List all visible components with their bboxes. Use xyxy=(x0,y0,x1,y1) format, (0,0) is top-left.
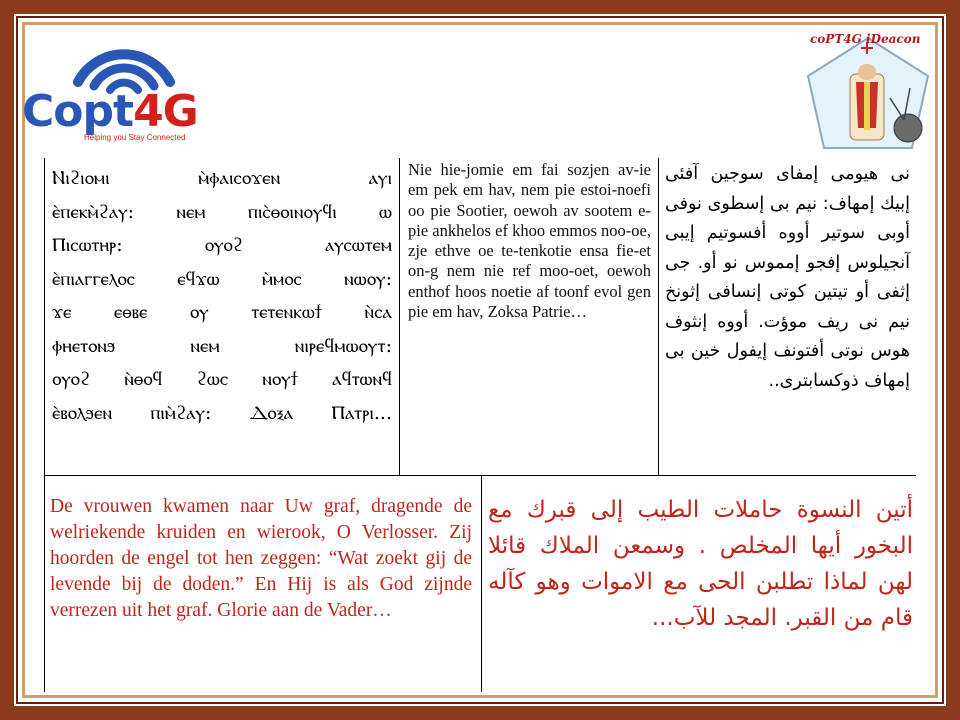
column-divider-2 xyxy=(658,158,659,476)
brand-main: Copt xyxy=(22,86,134,137)
coptic-line: Ⲡⲓⲥⲱⲧⲏⲣ: ⲟⲩⲟϩ ⲁⲩⲥⲱⲧⲉⲙ xyxy=(52,234,392,256)
row-divider xyxy=(44,475,916,476)
wifi-icon xyxy=(64,34,184,94)
coptic-line: ⲉ̀ⲡⲉⲕⲙ̀ϩⲁⲩ: ⲛⲉⲙ ⲡⲓⲥ̀ⲑⲟⲓⲛⲟⲩϥⲓ ⲱ xyxy=(52,200,392,223)
ideacon-title: coPT4G iDeacon xyxy=(810,32,921,46)
brand-tagline: Helping you Stay Connected xyxy=(84,133,186,142)
coptic-text xyxy=(52,162,392,430)
transliteration-text: Nie hie-jomie em fai sozjen av-ie em pek em hav, nem pie estoi-noefi oo pie Sootier, oewoh av sootem e-pie ankhelos ef khoo emmos noo-oe, zje ethve oe te-tenkotie ensa fie-et on-g nem nie ref moo-oet, oewoh enthof hoos noetie af toonf evol gen pie em hav, Zoksa Patrie… xyxy=(408,160,651,322)
coptic-line: ⲫⲏⲉⲧⲟⲛϧ ⲛⲉⲙ ⲛⲓⲣⲉϥⲙⲱⲟⲩⲧ: xyxy=(52,334,392,357)
copt4g-logo xyxy=(22,34,212,144)
arabic-translation-text: أتين النسوة حاملات الطيب إلى قبرك مع البخور أيها المخلص . وسمعن الملاك قائلا لهن لماذا تطلبن الحى مع الاموات وهو كآله قام من القبر. المجد للآب... xyxy=(488,497,913,631)
coptic-line: ϫⲉ ⲉⲑⲃⲉ ⲟⲩ ⲧⲉⲧⲉⲛⲕⲱϯ ⲛ̀ⲥⲁ xyxy=(52,301,392,323)
column-divider-bottom xyxy=(481,476,482,692)
copt4g-wordmark xyxy=(22,86,198,137)
table-border-left xyxy=(44,158,45,692)
arabic-transliteration-text: نى هيومى إمفاى سوجين آفئى إبيك إمهاف: نيم بى إسطوى نوفى أوبى سوتير أووه أفسوتيم إيبى آنجيلوس إفجو إمموس نو أو. جى إثفى أو تيتين كوتى إنسافى إثونخ نيم نى ريف موؤت. أووه إنثوف هوس نوتى أفتونف إيفول خين بى إمهاف ذوكسابترى.. xyxy=(665,164,910,391)
dutch-translation-text: De vrouwen kwamen naar Uw graf, dragende de welriekende kruiden en wierook, O Verlosser. Zij hoorden de engel tot hen zeggen: “Wat zoekt gij de levende bij de doden.” En Hij is als God zijnde verrezen uit het graf. Glorie aan de Vader… xyxy=(50,496,472,621)
ideacon-emblem xyxy=(800,28,936,156)
coptic-line: Ⲛⲓϩⲓⲟⲙⲓ ⲙ̀ⲫⲁⲓⲥⲟϫⲉⲛ ⲁⲩⲓ xyxy=(52,167,392,189)
coptic-line: ⲉ̀ⲡⲓⲁⲅⲅⲉⲗⲟⲥ ⲉϥϫⲱ ⲙ̀ⲙⲟⲥ ⲛⲱⲟⲩ: xyxy=(52,267,392,290)
coptic-line: ⲟⲩⲟϩ ⲛ̀ⲑⲟϥ ϩⲱⲥ ⲛⲟⲩϯ ⲁϥⲧⲱⲛϥ xyxy=(52,368,392,390)
brand-number: 4G xyxy=(133,86,198,137)
column-divider-1 xyxy=(399,158,400,476)
ideacon-logo xyxy=(800,28,936,156)
coptic-line: ⲉ̀ⲃⲟⲗϧⲉⲛ ⲡⲓⲙ̀ϩⲁⲩ: Ⲇⲟⲝⲁ Ⲡⲁⲧⲣⲓ... xyxy=(52,401,392,424)
